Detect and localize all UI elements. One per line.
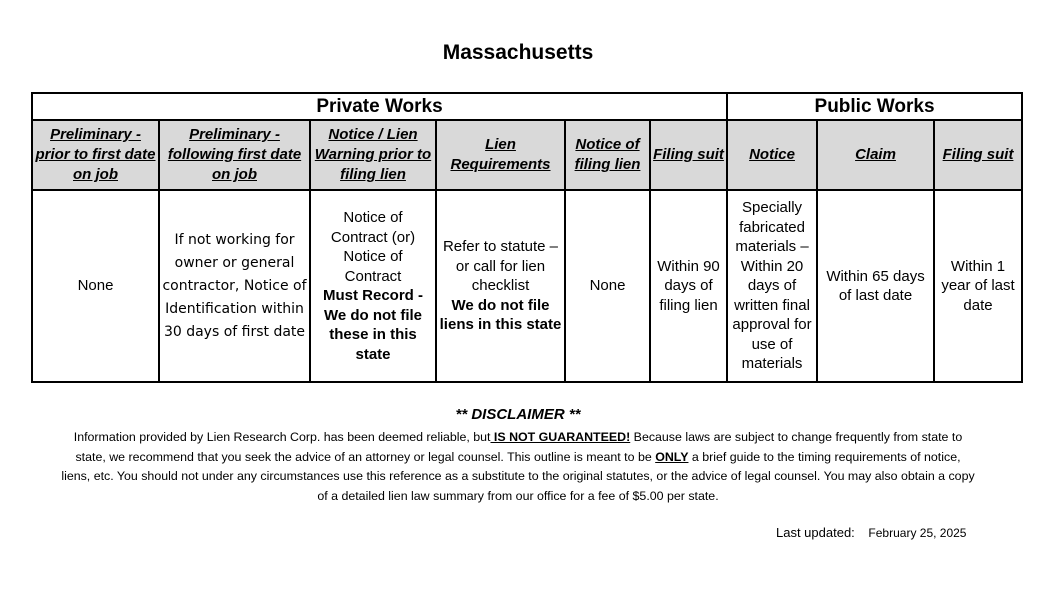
disclaimer-part3: a brief guide to the timing requirements of notice, liens, etc. You should not under any circumstances use this reference as a substitute to the original statutes, or the advice of legal counsel. You may also obtain a copy of a detailed lien law summary from our office for a fee of $5.00 per state.: [61, 449, 975, 503]
cell-prelim-following: If not working for owner or general contractor, Notice of Identification within 30 days of first date: [159, 190, 310, 382]
col-header-prelim-prior: Preliminary - prior to first date on job: [32, 120, 159, 190]
private-works-header: Private Works: [32, 93, 727, 120]
cell-lien-requirements-text: Refer to statute – or call for lien checklist: [442, 238, 559, 295]
col-header-notice-filing-lien: Notice of filing lien: [565, 120, 650, 190]
cell-filing-suit-public: Within 1 year of last date: [934, 190, 1022, 382]
col-header-filing-suit-public: Filing suit: [934, 120, 1022, 190]
disclaimer-only: ONLY: [655, 449, 689, 464]
cell-notice-public: Specially fabricated materials – Within 20 days of written final approval for use of materials: [727, 190, 817, 382]
last-updated-label: Last updated:: [776, 525, 855, 540]
disclaimer-title: ** DISCLAIMER **: [455, 406, 581, 423]
cell-notice-warning-text: Notice of Contract (or) Notice of Contract: [330, 209, 416, 285]
public-works-header: Public Works: [727, 93, 1022, 120]
cell-notice-filing-lien: None: [565, 190, 650, 382]
disclaimer-part1: Information provided by Lien Research Corp. has been deemed reliable, but: [73, 430, 491, 444]
cell-prelim-prior: None: [32, 190, 159, 382]
cell-filing-suit-private: Within 90 days of filing lien: [650, 190, 727, 382]
disclaimer-not-guaranteed: IS NOT GUARANTEED!: [490, 430, 631, 444]
lien-table: [31, 92, 1023, 383]
col-header-notice-warning: Notice / Lien Warning prior to filing lien: [310, 120, 436, 190]
col-header-filing-suit-private: Filing suit: [650, 120, 727, 190]
cell-lien-requirements-bold: We do not file liens in this state: [439, 296, 562, 334]
cell-notice-warning-bold: Must Record - We do not file these in this state: [322, 287, 423, 363]
col-header-claim: Claim: [817, 120, 934, 190]
cell-lien-requirements: [436, 190, 565, 382]
col-header-notice-public: Notice: [727, 120, 817, 190]
col-header-prelim-following: Preliminary - following first date on job: [159, 120, 310, 190]
disclaimer-body: [60, 428, 976, 506]
cell-notice-warning: [310, 190, 436, 382]
disclaimer-part2: Because laws are subject to change frequently from state to state, we recommend that you seek the advice of an attorney or legal counsel. This outline is meant to be: [75, 430, 963, 464]
page-title: Massachusetts: [442, 41, 594, 64]
last-updated: [776, 525, 966, 540]
col-header-lien-requirements: Lien Requirements: [436, 120, 565, 190]
cell-claim: Within 65 days of last date: [817, 190, 934, 382]
last-updated-date: February 25, 2025: [868, 526, 967, 540]
